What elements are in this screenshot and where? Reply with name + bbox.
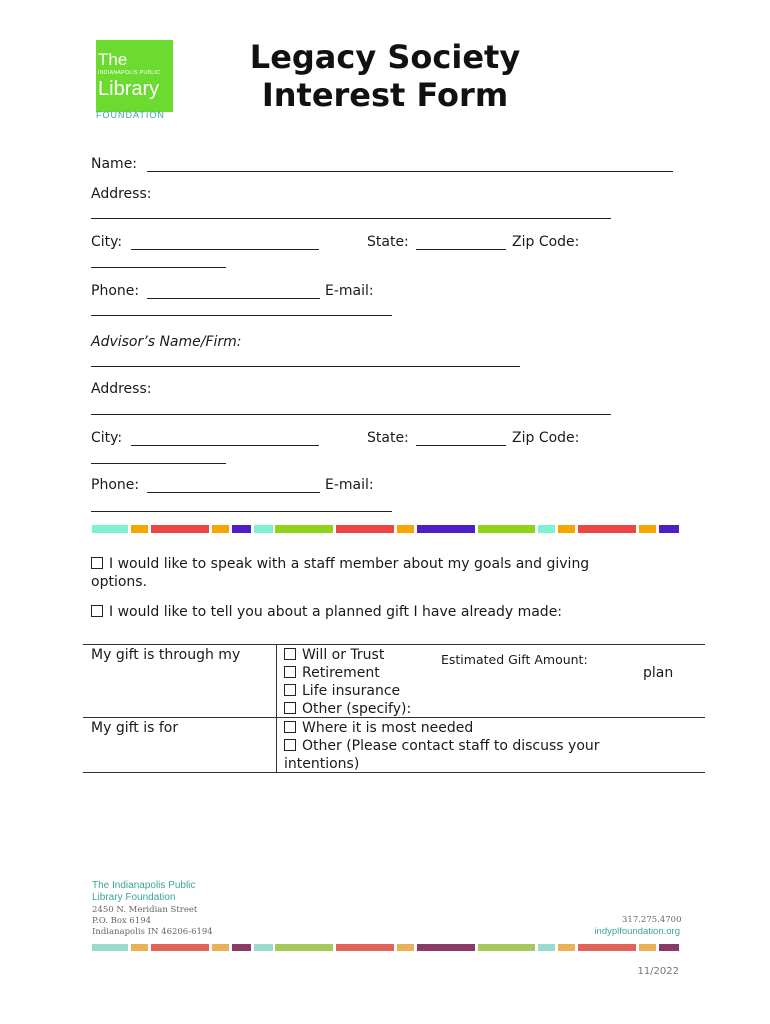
email-label: E-mail: <box>325 283 374 299</box>
name-field[interactable] <box>147 171 673 172</box>
checkbox[interactable] <box>284 666 296 678</box>
footer-org-line2: Library Foundation <box>92 892 176 903</box>
divider-segment <box>558 525 575 533</box>
speak-option-cont: options. <box>91 574 148 590</box>
divider-segment <box>478 525 535 533</box>
advisor-heading: Advisor’s Name/Firm: <box>91 334 242 350</box>
city-label: City: <box>91 234 123 250</box>
divider-segment <box>397 525 414 533</box>
divider-segment <box>232 525 251 533</box>
footer-city: Indianapolis IN 46206-6194 <box>92 927 213 937</box>
choice-other-cont: intentions) <box>284 756 360 772</box>
advisor-zip-label: Zip Code: <box>512 430 580 446</box>
divider-segment <box>397 944 414 951</box>
choice-other-specify[interactable] <box>284 701 411 717</box>
advisor-zip-field[interactable] <box>91 463 226 464</box>
divider-segment <box>639 525 656 533</box>
checkbox[interactable] <box>284 739 296 751</box>
choice-label: Life insurance <box>302 683 401 699</box>
planned-option[interactable] <box>91 604 562 620</box>
speak-checkbox[interactable] <box>91 557 103 569</box>
planned-option-text: I would like to tell you about a planned gift I have already made: <box>109 604 563 620</box>
advisor-city-label: City: <box>91 430 123 446</box>
table-column-rule <box>276 644 277 772</box>
checkbox[interactable] <box>284 702 296 714</box>
footer-website[interactable]: indyplfoundation.org <box>594 926 680 937</box>
table-rule <box>83 772 705 773</box>
divider-segment <box>212 525 229 533</box>
choice-label: Other (Please contact staff to discuss your <box>302 738 600 754</box>
gift-through-label: My gift is through my <box>91 647 241 663</box>
divider-segment <box>558 944 575 951</box>
choice-label: Retirement <box>302 665 380 681</box>
divider-segment <box>639 944 656 951</box>
estimated-amount-label: Estimated Gift Amount: <box>441 652 588 667</box>
name-label: Name: <box>91 156 138 172</box>
choice-label: Where it is most needed <box>302 720 474 736</box>
state-label: State: <box>367 234 409 250</box>
planned-checkbox[interactable] <box>91 605 103 617</box>
advisor-name-field[interactable] <box>91 366 520 367</box>
zip-label: Zip Code: <box>512 234 580 250</box>
logo-foundation: FOUNDATION <box>96 110 165 120</box>
advisor-city-field[interactable] <box>131 445 319 446</box>
checkbox[interactable] <box>284 648 296 660</box>
divider-segment <box>254 525 273 533</box>
choice-will-trust[interactable] <box>284 647 384 663</box>
footer-street: 2450 N. Meridian Street <box>92 905 198 915</box>
divider-segment <box>417 525 475 533</box>
logo-subtitle: INDIANAPOLIS PUBLIC <box>98 70 161 76</box>
choice-retirement[interactable] <box>284 665 380 681</box>
advisor-email-label: E-mail: <box>325 477 374 493</box>
divider-segment <box>151 944 209 951</box>
speak-option-text: I would like to speak with a staff member about my goals and giving <box>109 556 590 572</box>
divider-segment <box>659 525 679 533</box>
logo-the: The <box>98 50 128 69</box>
choice-label: Other (specify): <box>302 701 412 717</box>
gift-for-label: My gift is for <box>91 720 179 736</box>
footer-pobox: P.O. Box 6194 <box>92 916 152 926</box>
checkbox[interactable] <box>284 684 296 696</box>
choice-label: Will or Trust <box>302 647 385 663</box>
divider-segment <box>131 525 148 533</box>
plan-word: plan <box>643 665 674 681</box>
choice-most-needed[interactable] <box>284 720 473 736</box>
form-title-line2: Interest Form <box>261 76 509 114</box>
divider-segment <box>131 944 148 951</box>
advisor-address-field[interactable] <box>91 414 611 415</box>
email-field[interactable] <box>91 315 392 316</box>
form-title-line1: Legacy Society <box>249 38 521 76</box>
advisor-state-label: State: <box>367 430 409 446</box>
divider-segment <box>336 525 394 533</box>
state-field[interactable] <box>416 249 506 250</box>
table-rule <box>83 717 705 718</box>
divider-segment <box>578 525 636 533</box>
advisor-phone-label: Phone: <box>91 477 140 493</box>
divider-segment <box>275 944 333 951</box>
divider-segment <box>417 944 475 951</box>
logo-library: Library <box>98 78 160 100</box>
footer-org-line1: The Indianapolis Public <box>92 880 196 891</box>
zip-field[interactable] <box>91 267 226 268</box>
divider-segment <box>578 944 636 951</box>
choice-life-insurance[interactable] <box>284 683 400 699</box>
advisor-email-field[interactable] <box>91 511 392 512</box>
table-rule <box>83 644 705 645</box>
phone-label: Phone: <box>91 283 140 299</box>
address-label: Address: <box>91 186 152 202</box>
library-foundation-logo <box>96 40 173 112</box>
divider-segment <box>92 525 128 533</box>
phone-field[interactable] <box>147 298 320 299</box>
divider-segment <box>478 944 535 951</box>
divider-segment <box>538 525 555 533</box>
address-field[interactable] <box>91 218 611 219</box>
advisor-state-field[interactable] <box>416 445 506 446</box>
divider-segment <box>212 944 229 951</box>
footer-phone: 317.275.4700 <box>622 915 682 925</box>
divider-segment <box>336 944 394 951</box>
divider-segment <box>275 525 333 533</box>
city-field[interactable] <box>131 249 319 250</box>
divider-segment <box>538 944 555 951</box>
divider-segment <box>151 525 209 533</box>
divider-segment <box>254 944 273 951</box>
advisor-phone-field[interactable] <box>147 492 320 493</box>
form-date: 11/2022 <box>637 966 679 977</box>
divider-segment <box>659 944 679 951</box>
speak-option[interactable] <box>91 556 589 572</box>
divider-segment <box>92 944 128 951</box>
choice-other-contact[interactable] <box>284 738 600 754</box>
divider-segment <box>232 944 251 951</box>
checkbox[interactable] <box>284 721 296 733</box>
advisor-address-label: Address: <box>91 381 152 397</box>
